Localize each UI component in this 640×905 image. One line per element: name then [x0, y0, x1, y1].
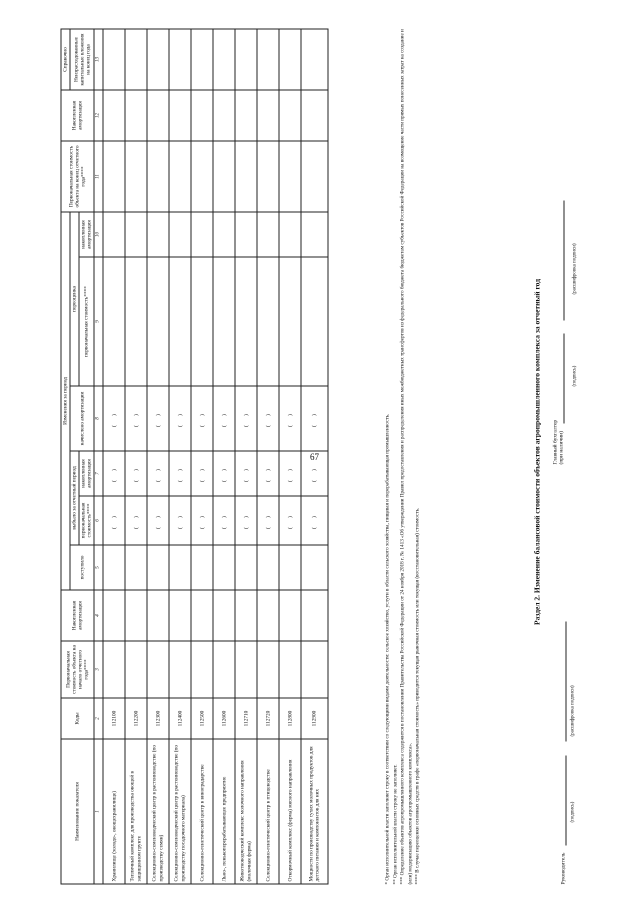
row-code[interactable]: 112720: [257, 698, 279, 739]
cell-charged[interactable]: ( ): [257, 386, 279, 451]
cell-disp-accum[interactable]: ( ): [235, 451, 257, 496]
cell-reval-init[interactable]: [191, 257, 213, 386]
cell-end-accum[interactable]: [169, 90, 191, 141]
cell-end-init[interactable]: [169, 141, 191, 212]
cell-charged[interactable]: ( ): [147, 386, 169, 451]
cell-reval-accum[interactable]: [103, 212, 125, 257]
cell-init-cost[interactable]: [147, 641, 169, 698]
cell-accum[interactable]: [213, 590, 235, 641]
chief-acc-label: Главный бухгалтер: [552, 419, 559, 465]
cell-end-init[interactable]: [147, 141, 169, 212]
cell-accum[interactable]: [235, 590, 257, 641]
header-name: Наименование показателя: [61, 739, 94, 884]
row-code[interactable]: 112100: [103, 698, 125, 739]
cell-init-cost[interactable]: [301, 641, 328, 698]
cell-end-init[interactable]: [103, 141, 125, 212]
cell-reval-init[interactable]: [279, 257, 301, 386]
table-row: [191, 29, 213, 884]
cell-end-accum[interactable]: [257, 90, 279, 141]
cell-end-accum[interactable]: [191, 90, 213, 141]
cell-unused[interactable]: [213, 29, 235, 90]
footnote: **** В случае переоценки основных средств в графе «первоначальная стоимость» приводится текущая рыночная стоимость или текущая (восстановительная) стоимость.: [414, 507, 421, 885]
footnote: * Орган исполнительной власти заполняет строку в соответствии со следующими видами деятельности: сельское хозяйство, услуги в области сельского хозяйства, пищевая и перерабатывающая промышленность.: [384, 413, 391, 885]
col-num: 8: [94, 386, 103, 451]
cell-accum[interactable]: [125, 590, 147, 641]
col-num: 9: [94, 257, 103, 386]
header-init-cost: Первоначальная стоимость объекта на начало отчетного года****: [61, 641, 94, 698]
signature-line: [566, 755, 567, 845]
cell-charged[interactable]: ( ): [301, 386, 328, 451]
cell-init-cost[interactable]: [103, 641, 125, 698]
row-code[interactable]: 112710: [235, 698, 257, 739]
row-code[interactable]: 112800: [279, 698, 301, 739]
cell-disp-init[interactable]: ( ): [125, 496, 147, 545]
cell-init-cost[interactable]: [279, 641, 301, 698]
cell-received[interactable]: [191, 545, 213, 590]
cell-end-accum[interactable]: [279, 90, 301, 141]
col-num: 13: [94, 29, 103, 90]
cell-unused[interactable]: [235, 29, 257, 90]
header-reval-init: первоначальная стоимость****: [79, 257, 94, 386]
cell-reval-init[interactable]: [213, 257, 235, 386]
cell-unused[interactable]: [103, 29, 125, 90]
cell-charged[interactable]: ( ): [235, 386, 257, 451]
cell-reval-init[interactable]: [257, 257, 279, 386]
cell-reval-init[interactable]: [103, 257, 125, 386]
cell-disp-init[interactable]: ( ): [257, 496, 279, 545]
cell-charged[interactable]: ( ): [279, 386, 301, 451]
header-revalued: переоценка: [70, 212, 79, 386]
cell-unused[interactable]: [125, 29, 147, 90]
cell-received[interactable]: [103, 545, 125, 590]
cell-disp-accum[interactable]: ( ): [191, 451, 213, 496]
cell-received[interactable]: [257, 545, 279, 590]
row-name[interactable]: Льно-, пенькоперерабатывающее предприятие: [213, 739, 235, 884]
cell-reval-accum[interactable]: [213, 212, 235, 257]
signature-caption: (подпись): [572, 365, 578, 387]
row-name[interactable]: Селекционно-генетический центр в птицеводстве: [257, 739, 279, 884]
signature-caption: (подпись): [570, 801, 576, 823]
cell-reval-init[interactable]: [125, 257, 147, 386]
cell-init-cost[interactable]: [257, 641, 279, 698]
cell-unused[interactable]: [279, 29, 301, 90]
table-row: [103, 29, 125, 884]
col-num: 6: [94, 496, 103, 545]
cell-end-init[interactable]: [213, 141, 235, 212]
footnote: ** Орган исполнительной власти строку не заполняет.: [392, 764, 399, 885]
table-row: [257, 29, 279, 884]
cell-charged[interactable]: ( ): [191, 386, 213, 451]
signature-line: [564, 334, 565, 424]
cell-disp-init[interactable]: ( ): [235, 496, 257, 545]
col-num: 11: [94, 141, 103, 212]
cell-accum[interactable]: [191, 590, 213, 641]
chief-accountant-signature-block: [552, 194, 578, 465]
cell-init-cost[interactable]: [191, 641, 213, 698]
cell-end-accum[interactable]: [301, 90, 328, 141]
cell-reval-accum[interactable]: [257, 212, 279, 257]
footnotes: [385, 25, 423, 885]
cell-end-accum[interactable]: [103, 90, 125, 141]
table-body: [103, 29, 328, 884]
cell-disp-init[interactable]: ( ): [103, 496, 125, 545]
cell-end-init[interactable]: [257, 141, 279, 212]
col-num: 5: [94, 545, 103, 590]
chief-acc-sublabel: (при наличии): [558, 431, 565, 465]
decode-caption: (расшифровка подписи): [572, 243, 578, 295]
row-name[interactable]: Откормочный комплекс (ферма) мясного направления: [279, 739, 301, 884]
header-received: поступило: [70, 545, 94, 590]
col-num: 12: [94, 90, 103, 141]
col-num: 1: [94, 739, 103, 884]
page-number: 67: [310, 452, 319, 462]
header-charged: начислено амортизации: [70, 386, 94, 451]
cell-end-accum[interactable]: [213, 90, 235, 141]
cell-disp-init[interactable]: ( ): [213, 496, 235, 545]
header-changes: Изменения за период: [61, 212, 70, 590]
cell-disp-accum[interactable]: ( ): [169, 451, 191, 496]
cell-accum[interactable]: [279, 590, 301, 641]
signature-line: [564, 200, 565, 320]
col-num: 10: [94, 212, 103, 257]
cell-reval-accum[interactable]: [301, 212, 328, 257]
header-disposed-group: выбыло за отчетный период: [70, 451, 79, 545]
row-code[interactable]: 112500: [191, 698, 213, 739]
cell-charged[interactable]: ( ): [103, 386, 125, 451]
cell-end-init[interactable]: [191, 141, 213, 212]
row-name[interactable]: Животноводческий комплекс молочного направления (молочная ферма): [235, 739, 257, 884]
cell-reval-accum[interactable]: [235, 212, 257, 257]
row-code[interactable]: 112900: [301, 698, 328, 739]
cell-reval-accum[interactable]: [169, 212, 191, 257]
col-num: 2: [94, 698, 103, 739]
table-row: [279, 29, 301, 884]
cell-unused[interactable]: [301, 29, 328, 90]
cell-received[interactable]: [125, 545, 147, 590]
cell-reval-accum[interactable]: [147, 212, 169, 257]
cell-unused[interactable]: [147, 29, 169, 90]
cell-disp-accum[interactable]: ( ): [257, 451, 279, 496]
cell-received[interactable]: [169, 545, 191, 590]
cell-disp-init[interactable]: ( ): [191, 496, 213, 545]
cell-unused[interactable]: [191, 29, 213, 90]
cell-end-init[interactable]: [235, 141, 257, 212]
cell-reval-accum[interactable]: [191, 212, 213, 257]
cell-received[interactable]: [235, 545, 257, 590]
cell-disp-accum[interactable]: ( ): [279, 451, 301, 496]
decode-caption: (расшифровка подписи): [570, 685, 576, 737]
cell-disp-accum[interactable]: ( ): [103, 451, 125, 496]
row-code[interactable]: 112300: [147, 698, 169, 739]
header-reference: Справочно: [61, 29, 70, 90]
cell-end-accum[interactable]: [125, 90, 147, 141]
table-row: [235, 29, 257, 884]
cell-disp-init[interactable]: ( ): [169, 496, 191, 545]
cell-charged[interactable]: ( ): [169, 386, 191, 451]
cell-reval-init[interactable]: [301, 257, 328, 386]
footnote: *** Определение объектов агропромышленного комплекса содержится в постановлении Правительства Российской Федерации от 24 ноября 2018 г. № 1413 «Об утверждении Правил предоставления и распределения иных межбюджетных трансфертов из федерального бюджета бюджетам субъектов Российской Федерации на возмещение части прямых понесенных затрат на создание и (или) модернизацию объектов агропромышленного комплекса».: [399, 29, 414, 885]
header-disp-init: первоначальная стоимость****: [79, 496, 94, 545]
cell-accum[interactable]: [147, 590, 169, 641]
cell-end-accum[interactable]: [147, 90, 169, 141]
col-num: 7: [94, 451, 103, 496]
cell-reval-init[interactable]: [169, 257, 191, 386]
cell-disp-init[interactable]: ( ): [147, 496, 169, 545]
header-accum: Накопленная амортизация: [61, 590, 94, 641]
cell-unused[interactable]: [257, 29, 279, 90]
cell-charged[interactable]: ( ): [213, 386, 235, 451]
table-row: [125, 29, 147, 884]
row-name[interactable]: Мощности по производству сухих молочных продуктов для детского питания и компонентов для них: [301, 739, 328, 884]
row-code[interactable]: 112600: [213, 698, 235, 739]
cell-received[interactable]: [279, 545, 301, 590]
cell-disp-accum[interactable]: ( ): [301, 451, 328, 496]
row-name[interactable]: Хранилище (холодо-, овощехранилище): [103, 739, 125, 884]
col-num: 4: [94, 590, 103, 641]
cell-disp-init[interactable]: ( ): [301, 496, 328, 545]
table-row: [169, 29, 191, 884]
cell-init-cost[interactable]: [213, 641, 235, 698]
cell-unused[interactable]: [169, 29, 191, 90]
cell-init-cost[interactable]: [169, 641, 191, 698]
cell-disp-accum[interactable]: ( ): [125, 451, 147, 496]
cell-end-init[interactable]: [279, 141, 301, 212]
cell-reval-accum[interactable]: [279, 212, 301, 257]
cell-received[interactable]: [147, 545, 169, 590]
header-unused: Неизрасходованные капитальные вложения на конец года: [70, 29, 94, 90]
table-row: [213, 29, 235, 884]
cell-accum[interactable]: [257, 590, 279, 641]
header-end-accum: Накопленная амортизация: [61, 90, 94, 141]
cell-received[interactable]: [301, 545, 328, 590]
signature-line: [566, 622, 567, 742]
header-code: Коды: [61, 698, 94, 739]
col-num: 3: [94, 641, 103, 698]
rotated-page: [1, 0, 640, 905]
cell-disp-accum[interactable]: ( ): [213, 451, 235, 496]
cell-accum[interactable]: [301, 590, 328, 641]
head-signature-block: [560, 616, 576, 885]
cell-accum[interactable]: [103, 590, 125, 641]
table-row: [301, 29, 328, 884]
head-label: Руководитель: [560, 852, 567, 885]
balance-table: [61, 29, 329, 885]
header-disp-accum: накопленная амортизация: [79, 451, 94, 496]
cell-disp-init[interactable]: ( ): [279, 496, 301, 545]
cell-received[interactable]: [213, 545, 235, 590]
section-title: Раздел 2. Изменение балансовой стоимости объектов агропромышленного комплекса за отчетный год: [532, 279, 542, 625]
cell-disp-accum[interactable]: ( ): [147, 451, 169, 496]
row-name[interactable]: Селекционно-семеноводческий центр в растениеводстве (по производству посадочного материала): [169, 739, 191, 884]
cell-reval-init[interactable]: [235, 257, 257, 386]
table-row: [147, 29, 169, 884]
cell-end-init[interactable]: [301, 141, 328, 212]
cell-accum[interactable]: [169, 590, 191, 641]
cell-init-cost[interactable]: [235, 641, 257, 698]
row-code[interactable]: 112400: [169, 698, 191, 739]
header-end-init: Первоначальная стоимость объекта на конец отчетного года****: [61, 141, 94, 212]
cell-charged[interactable]: ( ): [125, 386, 147, 451]
cell-reval-accum[interactable]: [125, 212, 147, 257]
cell-end-accum[interactable]: [235, 90, 257, 141]
cell-init-cost[interactable]: [125, 641, 147, 698]
row-name[interactable]: Селекционно-генетический центр в виноградарстве: [191, 739, 213, 884]
row-code[interactable]: 112200: [125, 698, 147, 739]
row-name[interactable]: Селекционно-семеноводческий центр в растениеводстве (по производству семян): [147, 739, 169, 884]
row-name[interactable]: Тепличный комплекс для производства овощей в защищенном грунте: [125, 739, 147, 884]
cell-end-init[interactable]: [125, 141, 147, 212]
header-reval-accum: накопленная амортизация: [79, 212, 94, 257]
cell-reval-init[interactable]: [147, 257, 169, 386]
